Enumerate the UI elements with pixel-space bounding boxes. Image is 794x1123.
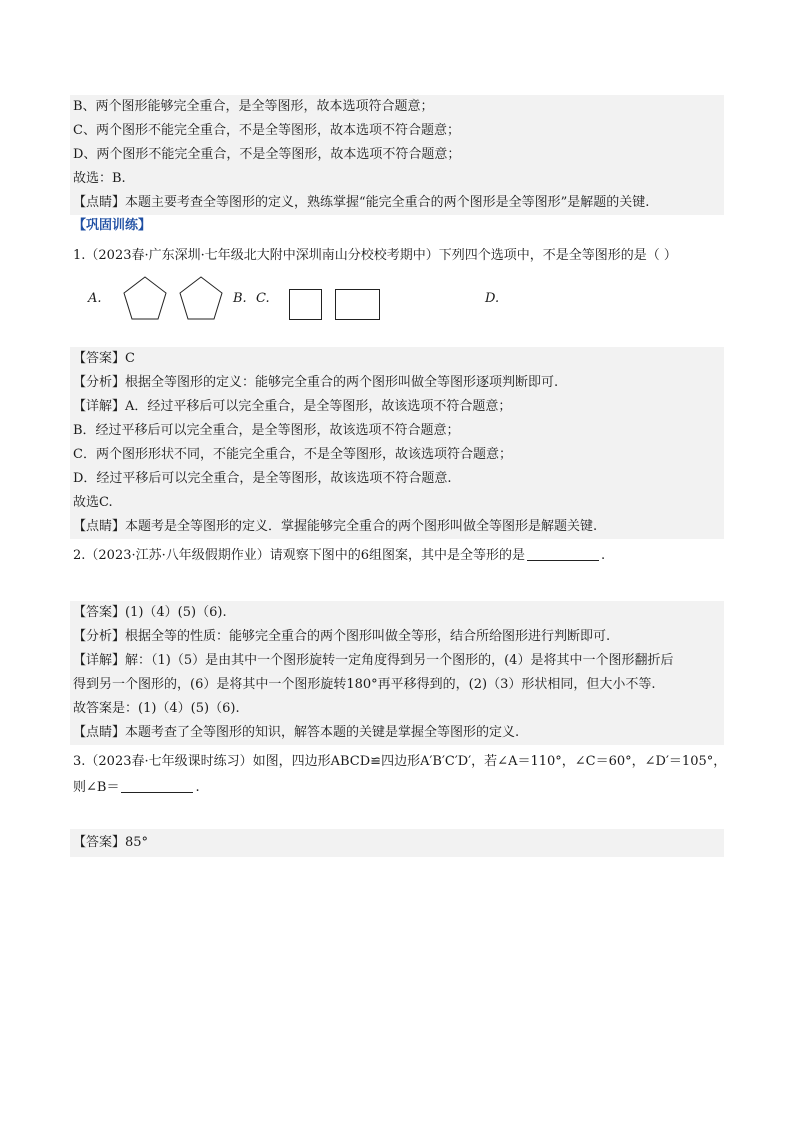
example-comment: 【点睛】本题主要考查全等图形的定义，熟练掌握“能完全重合的两个图形是全等图形”是解题的关键. (73, 195, 650, 210)
example-solution-block (70, 95, 724, 215)
q3-answer-blank[interactable] (121, 778, 193, 793)
q3-stem-line1: 3.（2023春·七年级课时练习）如图，四边形ABCD≌四边形A′B′C′D′，若∠A＝110°，∠C＝60°，∠D′＝105°， (73, 754, 727, 769)
q2-analysis: 【分析】根据全等的性质：能够完全重合的两个图形叫做全等形，结合所给图形进行判断即可. (73, 629, 611, 644)
q1-option-a-label: A. (88, 291, 102, 306)
example-line-b: B、两个图形能够完全重合，是全等图形，故本选项符合题意； (73, 99, 434, 114)
q3-solution-block (70, 829, 724, 857)
q2-comment: 【点睛】本题考查了全等图形的知识，解答本题的关键是掌握全等图形的定义. (73, 725, 520, 740)
q2-answer: 【答案】(1)（4）(5)（6). (73, 605, 227, 620)
rectangle-shape (335, 289, 381, 321)
example-conclusion: 故选：B. (73, 171, 126, 186)
q1-options (70, 269, 724, 339)
example-line-d: D、两个图形不能完全重合，不是全等图形，故本选项不符合题意； (73, 147, 461, 162)
q1-option-b-label: B. (233, 291, 247, 306)
section-title: 【巩固训练】 (73, 218, 152, 233)
q2-detail-2: 得到另一个图形的，(6）是将其中一个图形旋转180°再平移得到的，(2)（3）形状相同，但大小不等. (73, 677, 656, 692)
q2-stem (70, 543, 724, 569)
q1-detail-c: C．两个图形形状不同，不能完全重合，不是全等图形，故该选项符合题意； (73, 447, 512, 462)
document-page (70, 95, 727, 857)
q1-answer: 【答案】C (73, 351, 135, 366)
pentagon-shape-1 (122, 275, 168, 321)
example-line-c: C、两个图形不能完全重合，不是全等图形，故本选项不符合题意； (73, 123, 460, 138)
q1-detail-b: B．经过平移后可以完全重合，是全等图形，故该选项不符合题意； (73, 423, 460, 438)
q2-conclusion: 故答案是：(1)（4）(5)（6). (73, 701, 240, 716)
q1-detail-a: 【详解】A．经过平移后可以完全重合，是全等图形，故该选项不符合题意； (73, 399, 512, 414)
q3-stem-line2 (70, 775, 724, 801)
q3-stem-text: 则∠B＝ (73, 780, 120, 795)
q1-solution-block (70, 347, 724, 539)
q3-answer: 【答案】85° (73, 835, 149, 850)
q1-analysis: 【分析】根据全等图形的定义：能够完全重合的两个图形叫做全等图形逐项判断即可. (73, 375, 559, 390)
pentagon-shape-2 (178, 275, 224, 321)
q1-option-d-label: D. (485, 291, 500, 306)
q2-solution-block (70, 601, 724, 745)
q1-detail-d: D．经过平移后可以完全重合，是全等图形，故该选项不符合题意. (73, 471, 452, 486)
q1-stem: 1.（2023春·广东深圳·七年级北大附中深圳南山分校校考期中）下列四个选项中，不是全等图形的是（ ） (73, 248, 677, 263)
square-shape (289, 289, 323, 321)
q3-stem-end: . (195, 780, 200, 795)
q1-option-c-label: C. (256, 291, 270, 306)
q2-stem-end: . (601, 548, 606, 563)
q1-conclusion: 故选C. (73, 495, 113, 510)
q2-answer-blank[interactable] (527, 546, 599, 561)
q2-stem-text: 2.（2023·江苏·八年级假期作业）请观察下图中的6组图案，其中是全等形的是 (73, 548, 526, 563)
q2-detail-1: 【详解】解：（1)（5）是由其中一个图形旋转一定角度得到另一个图形的，(4）是将其中一个图形翻折后 (73, 653, 674, 668)
q1-comment: 【点睛】本题考是全等图形的定义．掌握能够完全重合的两个图形叫做全等图形是解题关键. (73, 519, 598, 534)
